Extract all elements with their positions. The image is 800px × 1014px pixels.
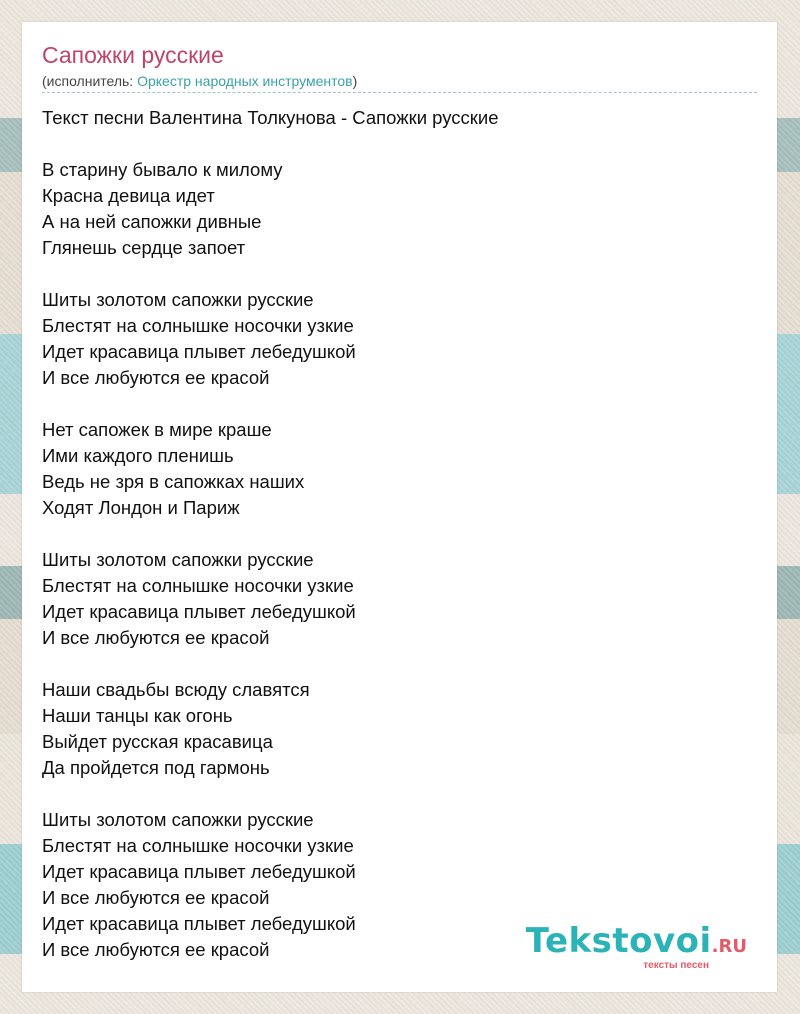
lyrics-card [22, 22, 777, 992]
lyric-line: Ходят Лондон и Париж [42, 497, 240, 518]
lyric-line: А на ней сапожки дивные [42, 211, 262, 232]
lyric-line: И все любуются ее красой [42, 887, 270, 908]
lyric-line: В старину бывало к милому [42, 159, 283, 180]
performer-suffix: ) [352, 73, 358, 89]
lyric-line: И все любуются ее красой [42, 367, 270, 388]
stanza-3 [42, 417, 752, 521]
stanza-1 [42, 157, 752, 261]
logo-tagline: тексты песен [643, 960, 709, 971]
stanza-2 [42, 287, 752, 391]
lyric-line: Шиты золотом сапожки русские [42, 549, 314, 570]
lyrics-text [42, 105, 752, 963]
lyric-line: И все любуются ее красой [42, 939, 270, 960]
lyric-line: Наши танцы как огонь [42, 705, 233, 726]
logo-main-text: Tekstovoi [525, 921, 712, 961]
site-logo[interactable] [517, 921, 747, 974]
lyric-line: Шиты золотом сапожки русские [42, 809, 314, 830]
lyric-line: Шиты золотом сапожки русские [42, 289, 314, 310]
stanza-4 [42, 547, 752, 651]
lyric-line: Ведь не зря в сапожках наших [42, 471, 305, 492]
lyric-line: Ими каждого пленишь [42, 445, 234, 466]
lyric-line: Да пройдется под гармонь [42, 757, 270, 778]
lyric-line: Выйдет русская красавица [42, 731, 273, 752]
performer-prefix: (исполнитель: [42, 73, 138, 89]
song-title: Сапожки русские [42, 42, 224, 68]
dashed-divider [42, 92, 757, 93]
lyric-line: Блестят на солнышке носочки узкие [42, 575, 354, 596]
logo-domain: .RU [711, 936, 747, 957]
stanza-5 [42, 677, 752, 781]
lyric-line: Идет красавица плывет лебедушкой [42, 861, 356, 882]
lyric-line: Красна девица идет [42, 185, 215, 206]
lyric-line: Блестят на солнышке носочки узкие [42, 315, 354, 336]
logo-wordmark [517, 921, 747, 964]
lyric-line: Идет красавица плывет лебедушкой [42, 341, 356, 362]
lyric-line: И все любуются ее красой [42, 627, 270, 648]
lyric-line: Идет красавица плывет лебедушкой [42, 913, 356, 934]
lyric-line: Глянешь сердце запоет [42, 237, 246, 258]
lyric-line: Блестят на солнышке носочки узкие [42, 835, 354, 856]
lyrics-heading: Текст песни Валентина Толкунова - Сапожки русские [42, 107, 499, 128]
lyric-line: Наши свадьбы всюду славятся [42, 679, 310, 700]
performer-line [42, 73, 357, 89]
lyric-line: Нет сапожек в мире краше [42, 419, 272, 440]
performer-link[interactable]: Оркестр народных инструментов [137, 73, 353, 89]
lyric-line: Идет красавица плывет лебедушкой [42, 601, 356, 622]
